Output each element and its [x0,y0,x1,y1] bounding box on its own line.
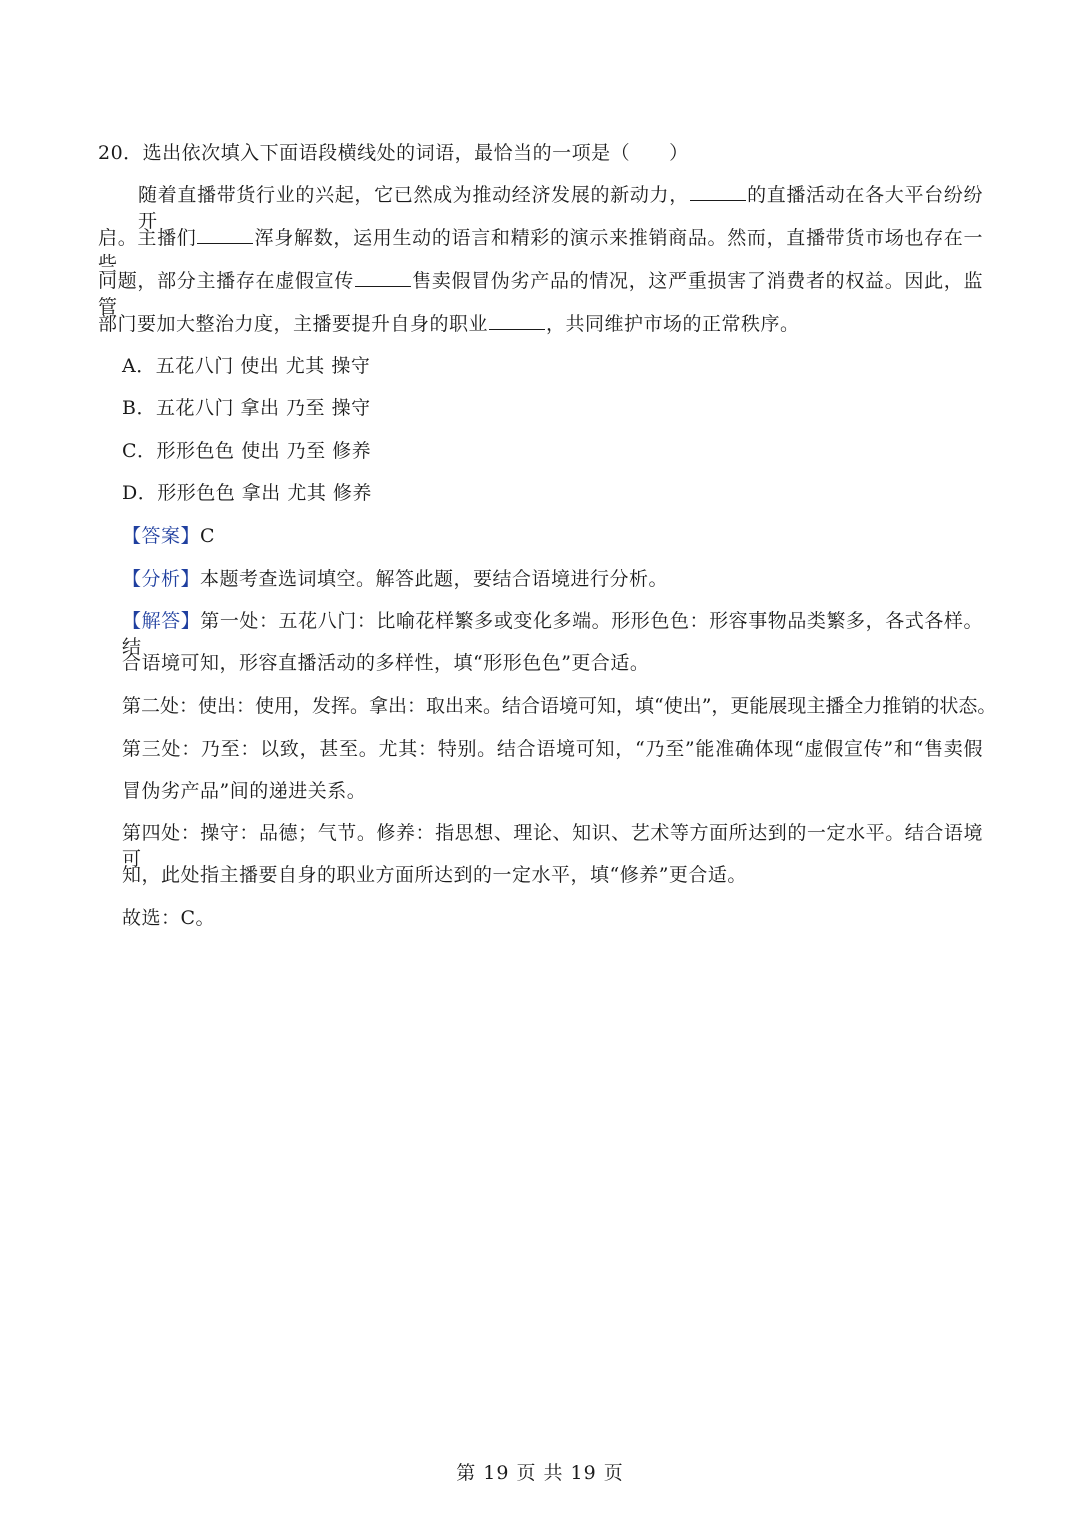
solution-tag: 【解答】 [122,610,201,632]
solution-line-4: 第三处：乃至：以致，甚至。尤其：特别。结合语境可知，“乃至”能准确体现“虚假宣传”和“售卖假 [122,738,983,760]
question-stem: 20．选出依次填入下面语段横线处的词语，最恰当的一项是（ ） [98,142,689,164]
fill-blank-1 [690,182,746,201]
passage-line-4 [98,311,800,337]
solution-conclusion: 故选：C。 [122,907,216,929]
solution-line-3: 第二处：使出：使用，发挥。拿出：取出来。结合语境可知，填“使出”，更能展现主播全力推销的状态。 [122,695,997,717]
solution-line-6: 第四处：操守：品德；气节。修养：指思想、理论、知识、艺术等方面所达到的一定水平。结合语境可 [122,822,983,870]
solution-line-7: 知，此处指主播要自身的职业方面所达到的一定水平，填“修养”更合适。 [122,864,747,886]
answer-tag: 【答案】 [122,525,201,547]
passage-text: 的直播活动在各大平台纷纷开 [138,184,983,232]
passage-text: ，共同维护市场的正常秩序。 [546,313,800,335]
answer-text: C [200,525,216,547]
passage-text: 问题，部分主播存在虚假宣传 [98,270,354,292]
page-number-footer: 第 19 页 共 19 页 [456,1462,624,1484]
analysis-line [122,566,668,592]
fill-blank-4 [489,311,545,330]
option-a: A．五花八门 使出 尤其 操守 [122,355,371,377]
solution-line-2: 合语境可知，形容直播活动的多样性，填“形形色色”更合适。 [122,652,650,674]
option-b: B．五花八门 拿出 乃至 操守 [122,397,371,419]
analysis-tag: 【分析】 [122,568,201,590]
passage-text: 浑身解数，运用生动的语言和精彩的演示来推销商品。然而，直播带货市场也存在一些 [98,227,983,275]
answer-line [122,523,215,549]
solution-line-5: 冒伪劣产品”间的递进关系。 [122,780,367,802]
passage-text: 随着直播带货行业的兴起，它已然成为推动经济发展的新动力， [138,184,689,206]
passage-text: 售卖假冒伪劣产品的情况，这严重损害了消费者的权益。因此，监管 [98,270,983,318]
solution-text: 第一处：五花八门：比喻花样繁多或变化多端。形形色色：形容事物品类繁多，各式各样。结 [122,610,983,658]
passage-text: 启。主播们 [98,227,197,249]
fill-blank-2 [197,225,253,244]
option-c: C．形形色色 使出 乃至 修养 [122,440,372,462]
passage-text: 部门要加大整治力度，主播要提升自身的职业 [98,313,489,335]
option-d: D．形形色色 拿出 尤其 修养 [122,482,372,504]
fill-blank-3 [355,268,411,287]
analysis-text: 本题考查选词填空。解答此题，要结合语境进行分析。 [200,568,669,590]
